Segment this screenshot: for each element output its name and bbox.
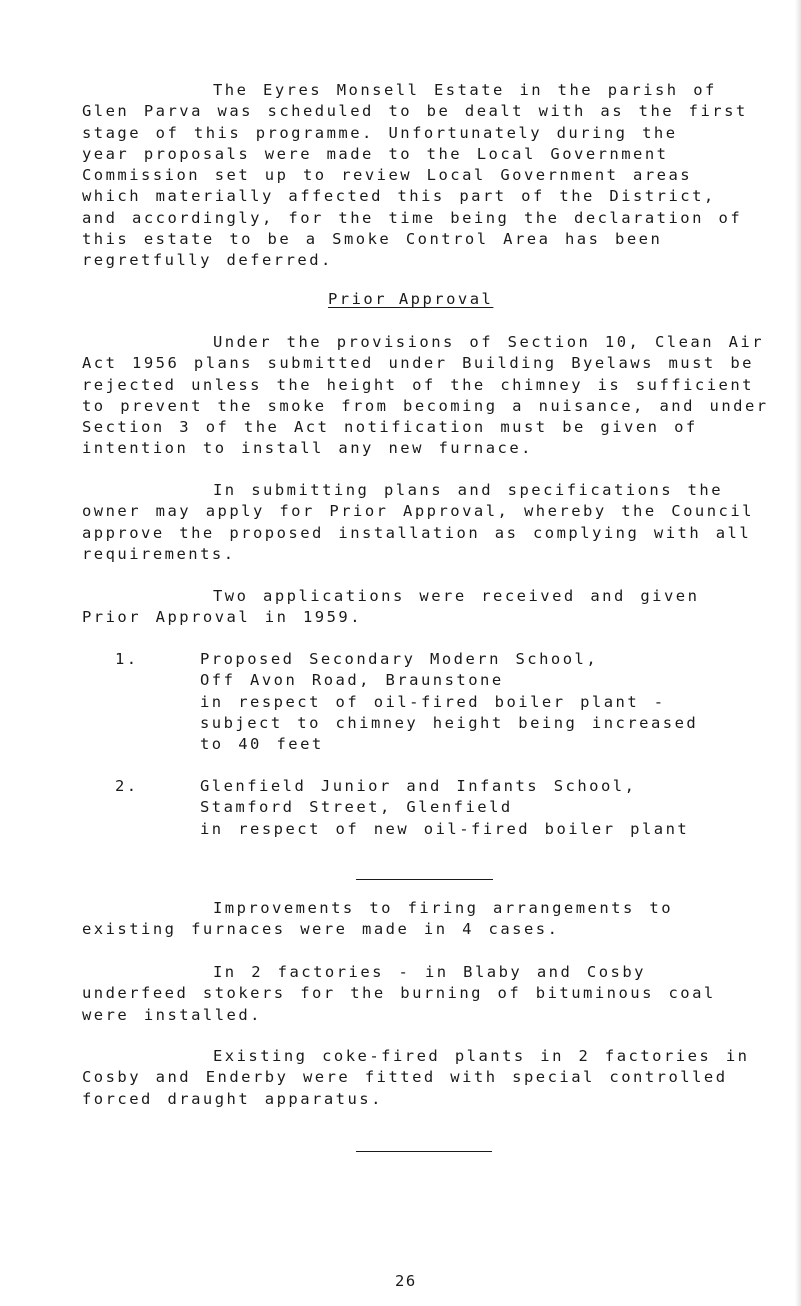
text-line: regretfully deferred.: [82, 251, 333, 270]
list-item-number: 1.: [115, 650, 139, 668]
text-line: to prevent the smoke from becoming a nuisance, and under: [82, 396, 769, 415]
section-divider: [356, 1151, 492, 1152]
paragraph-coke-fired: [82, 1046, 794, 1110]
text-line: Commission set up to review Local Government areas: [82, 166, 693, 185]
text-line: Glen Parva was scheduled to be dealt with as the first: [82, 102, 748, 121]
paragraph-two-applications: [82, 586, 794, 629]
text-line: in respect of new oil-fired boiler plant: [200, 819, 690, 838]
text-line: Proposed Secondary Modern School,: [200, 650, 599, 668]
text-line: year proposals were made to the Local Government: [82, 144, 669, 163]
text-line: Act 1956 plans submitted under Building Byelaws must be: [82, 354, 754, 373]
text-line: intention to install any new furnace.: [82, 439, 533, 458]
paragraph-eyres-monsell: [82, 80, 794, 272]
page-edge: [795, 0, 801, 1306]
text-line: Stamford Street, Glenfield: [200, 798, 513, 817]
text-line: requirements.: [82, 544, 236, 563]
list-item-body: [200, 776, 689, 840]
section-divider: [356, 879, 493, 880]
text-line: in respect of oil-fired boiler plant -: [200, 692, 666, 711]
text-line: Glenfield Junior and Infants School,: [200, 777, 637, 795]
text-line: Cosby and Enderby were fitted with special controlled: [82, 1068, 728, 1087]
text-line: and accordingly, for the time being the declaration of: [82, 208, 743, 227]
text-line: to 40 feet: [200, 735, 324, 754]
text-line: Existing coke-fired plants in 2 factories in: [213, 1047, 750, 1065]
text-line: subject to chimney height being increased: [200, 713, 699, 732]
paragraph-section-10: [82, 332, 794, 460]
text-line: Under the provisions of Section 10, Clean Air: [213, 333, 765, 351]
paragraph-improvements: [82, 898, 794, 941]
text-line: approve the proposed installation as complying with all: [82, 523, 752, 542]
text-line: rejected unless the height of the chimney is sufficient: [82, 375, 754, 394]
paragraph-underfeed-stokers: [82, 962, 794, 1026]
text-line: forced draught apparatus.: [82, 1089, 383, 1108]
text-line: owner may apply for Prior Approval, whereby the Council: [82, 502, 754, 521]
text-line: The Eyres Monsell Estate in the parish of: [213, 81, 717, 99]
paragraph-submitting-plans: [82, 480, 794, 565]
text-line: Two applications were received and given: [213, 587, 700, 605]
text-line: which materially affected this part of the District,: [82, 187, 716, 206]
section-heading: Prior Approval: [328, 290, 494, 308]
list-item-body: [200, 649, 698, 755]
text-line: In 2 factories - in Blaby and Cosby: [213, 963, 646, 981]
text-line: underfeed stokers for the burning of bituminous coal: [82, 984, 716, 1003]
text-line: stage of this programme. Unfortunately during the: [82, 123, 678, 142]
text-line: Section 3 of the Act notification must be given of: [82, 418, 698, 437]
page-number: 26: [395, 1272, 417, 1290]
text-line: existing furnaces were made in 4 cases.: [82, 920, 560, 939]
text-line: this estate to be a Smoke Control Area has been: [82, 230, 663, 249]
text-line: were installed.: [82, 1005, 262, 1024]
text-line: Prior Approval in 1959.: [82, 608, 363, 627]
list-item-number: 2.: [115, 777, 139, 795]
text-line: Improvements to firing arrangements to: [213, 899, 674, 917]
text-line: In submitting plans and specifications the: [213, 481, 724, 499]
text-line: Off Avon Road, Braunstone: [200, 671, 504, 690]
